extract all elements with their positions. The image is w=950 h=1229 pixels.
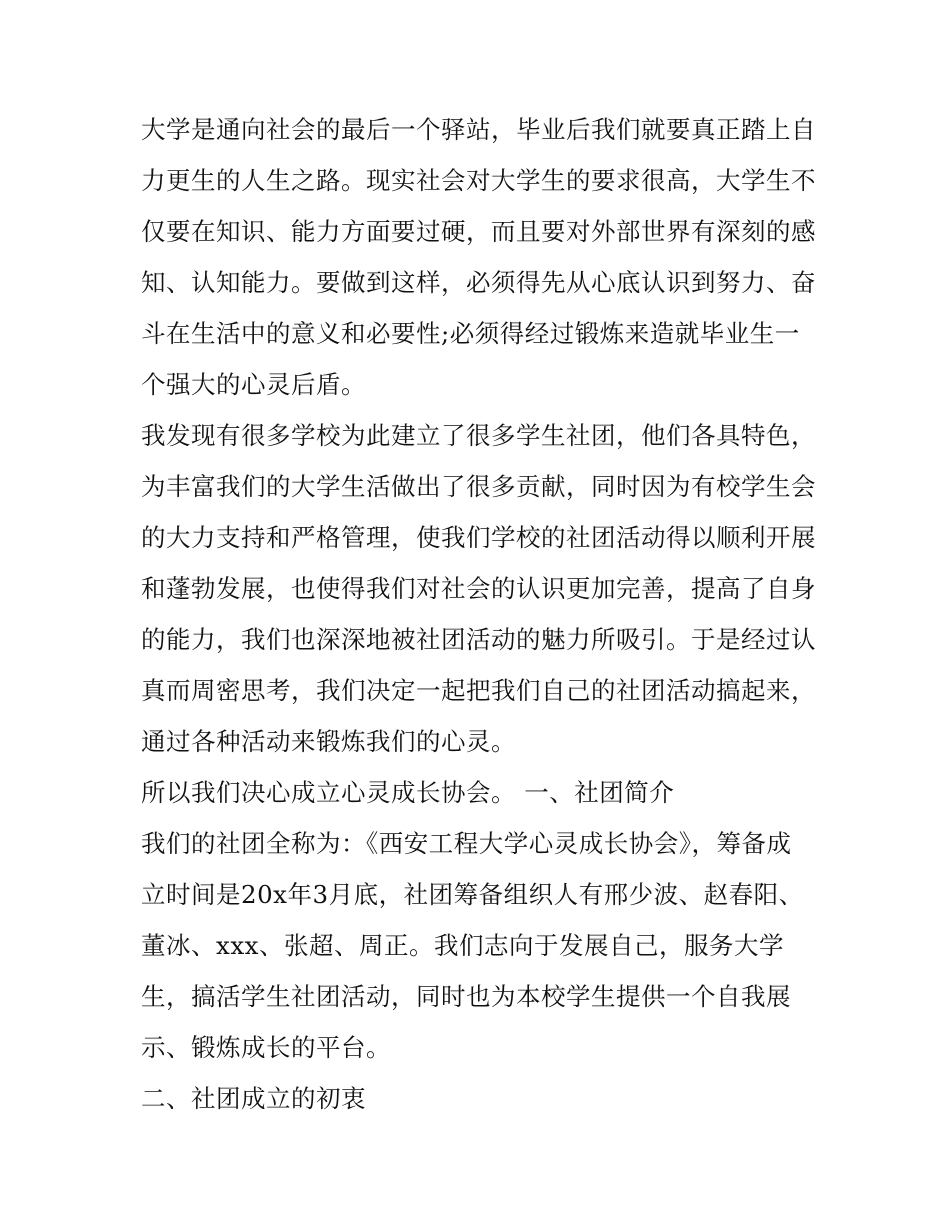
text-line: 和蓬勃发展，也使得我们对社会的认识更加完善，提高了自身 [141,574,816,603]
section-heading: 二、社团成立的初衷 [141,1084,366,1113]
text-line: 立时间是20x年3月底，社团筹备组织人有邢少波、赵春阳、 [141,880,804,909]
text-line: 的大力支持和严格管理，使我们学校的社团活动得以顺利开展 [141,523,816,552]
text-line: 知、认知能力。要做到这样，必须得先从心底认识到努力、奋 [141,268,816,297]
text-line: 为丰富我们的大学生活做出了很多贡献，同时因为有校学生会 [141,472,816,501]
text-line: 我发现有很多学校为此建立了很多学生社团，他们各具特色， [141,421,816,450]
text-line: 所以我们决心成立心灵成长协会。 一、社团简介 [141,778,675,807]
text-line: 仅要在知识、能力方面要过硬，而且要对外部世界有深刻的感 [141,217,816,246]
text-line: 示、锻炼成长的平台。 [141,1033,391,1062]
document-body [141,104,821,1124]
text-line: 个强大的心灵后盾。 [141,370,366,399]
text-line: 大学是通向社会的最后一个驿站，毕业后我们就要真正踏上自 [141,115,816,144]
text-line: 斗在生活中的意义和必要性;必须得经过锻炼来造就毕业生一 [141,319,800,348]
text-line: 力更生的人生之路。现实社会对大学生的要求很高，大学生不 [141,166,816,195]
text-line: 我们的社团全称为：《西安工程大学心灵成长协会》，筹备成 [141,829,792,858]
text-line: 生，搞活学生社团活动，同时也为本校学生提供一个自我展 [141,982,791,1011]
text-line: 真而周密思考，我们决定一起把我们自己的社团活动搞起来， [141,676,816,705]
text-line: 的能力，我们也深深地被社团活动的魅力所吸引。于是经过认 [141,625,816,654]
text-line: 董冰、xxx、张超、周正。我们志向于发展自己，服务大学 [141,931,784,960]
text-line: 通过各种活动来锻炼我们的心灵。 [141,727,516,756]
